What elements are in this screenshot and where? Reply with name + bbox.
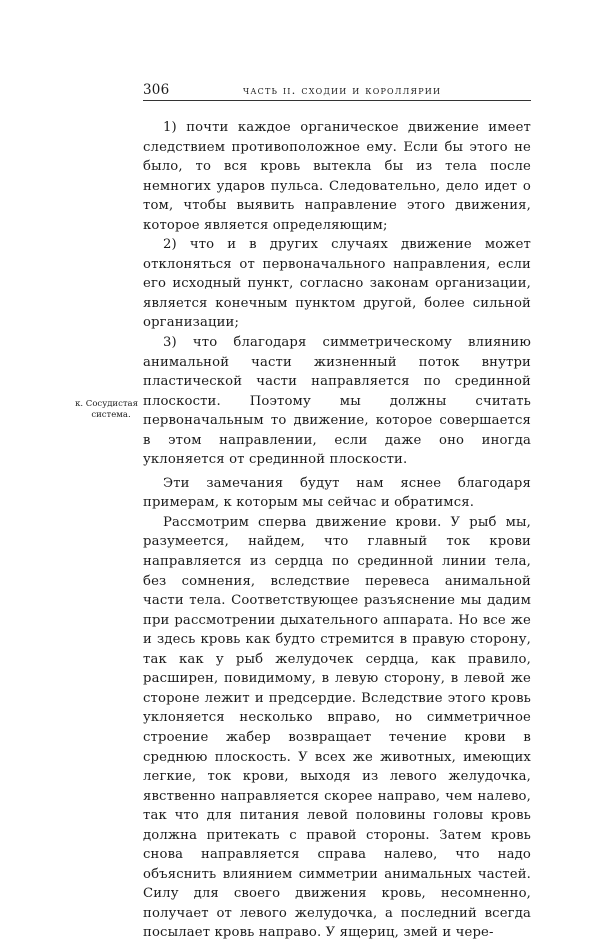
margin-note-line-2: система.	[91, 410, 131, 420]
running-title: часть ii. сходии и короллярии	[243, 83, 442, 97]
page-number: 306	[143, 82, 170, 98]
running-head	[143, 80, 531, 101]
margin-note	[68, 399, 138, 421]
margin-note-line-1: к. Сосудистая	[75, 399, 138, 409]
paragraph-point-1: 1) почти каждое органическое движение имеет следствием противоположное ему. Если бы этого не было, то вся кровь вытекла бы из тела после немногих ударов пульса. Следовательно, дело идет о том, чтобы выявить направление этого движения, которое является определяющим;	[143, 120, 531, 233]
body-text	[143, 118, 531, 943]
paragraph-point-2: 2) что и в других случаях движение может отклоняться от первоначального направления, если его исходный пункт, согласно законам организации, является конечным пунктом другой, более сильной организации;	[143, 237, 531, 331]
paragraph-point-3: 3) что благодаря симметрическому влиянию анимальной части жизненный поток внутри пластической части направляется по срединной плоскости. Поэтому мы должны считать первоначальным то движение, которое совершается в этом направлении, если даже оно иногда уклоняется от срединной плоскости.	[143, 335, 531, 468]
paragraph-remarks: Эти замечания будут нам яснее благодаря примерам, к которым мы сейчас и обратимся.	[143, 475, 531, 511]
paragraph-blood-movement: Рассмотрим сперва движение крови. У рыб мы, разумеется, найдем, что главный ток крови направляется из сердца по срединной линии тела, без сомнения, вследствие перевеса анимальной части тела. Соответствующее разъяснение мы дадим при рассмотрении дыхательного аппарата. Но все же и здесь кровь как будто стремится в правую сторону, так как у рыб желудочек сердца, как правило, расширен, повидимому, в левую сторону, в левой же стороне лежит и предсердие. Вследствие этого кровь уклоняется несколько вправо, но симметричное строение жабер возвращает течение крови в среднюю плоскость. У всех же животных, имеющих легкие, ток крови, выходя из левого желудочка, явственно направляется скорее направо, чем налево, так что для питания левой половины головы кровь должна притекать с правой стороны. Затем кровь снова направляется справа налево, что надо объяснить влиянием симметрии анимальных частей. Силу для своего движения кровь, несомненно, получает от левого желудочка, а последний всегда посылает кровь направо. У ящериц, змей и чере-	[143, 514, 531, 941]
